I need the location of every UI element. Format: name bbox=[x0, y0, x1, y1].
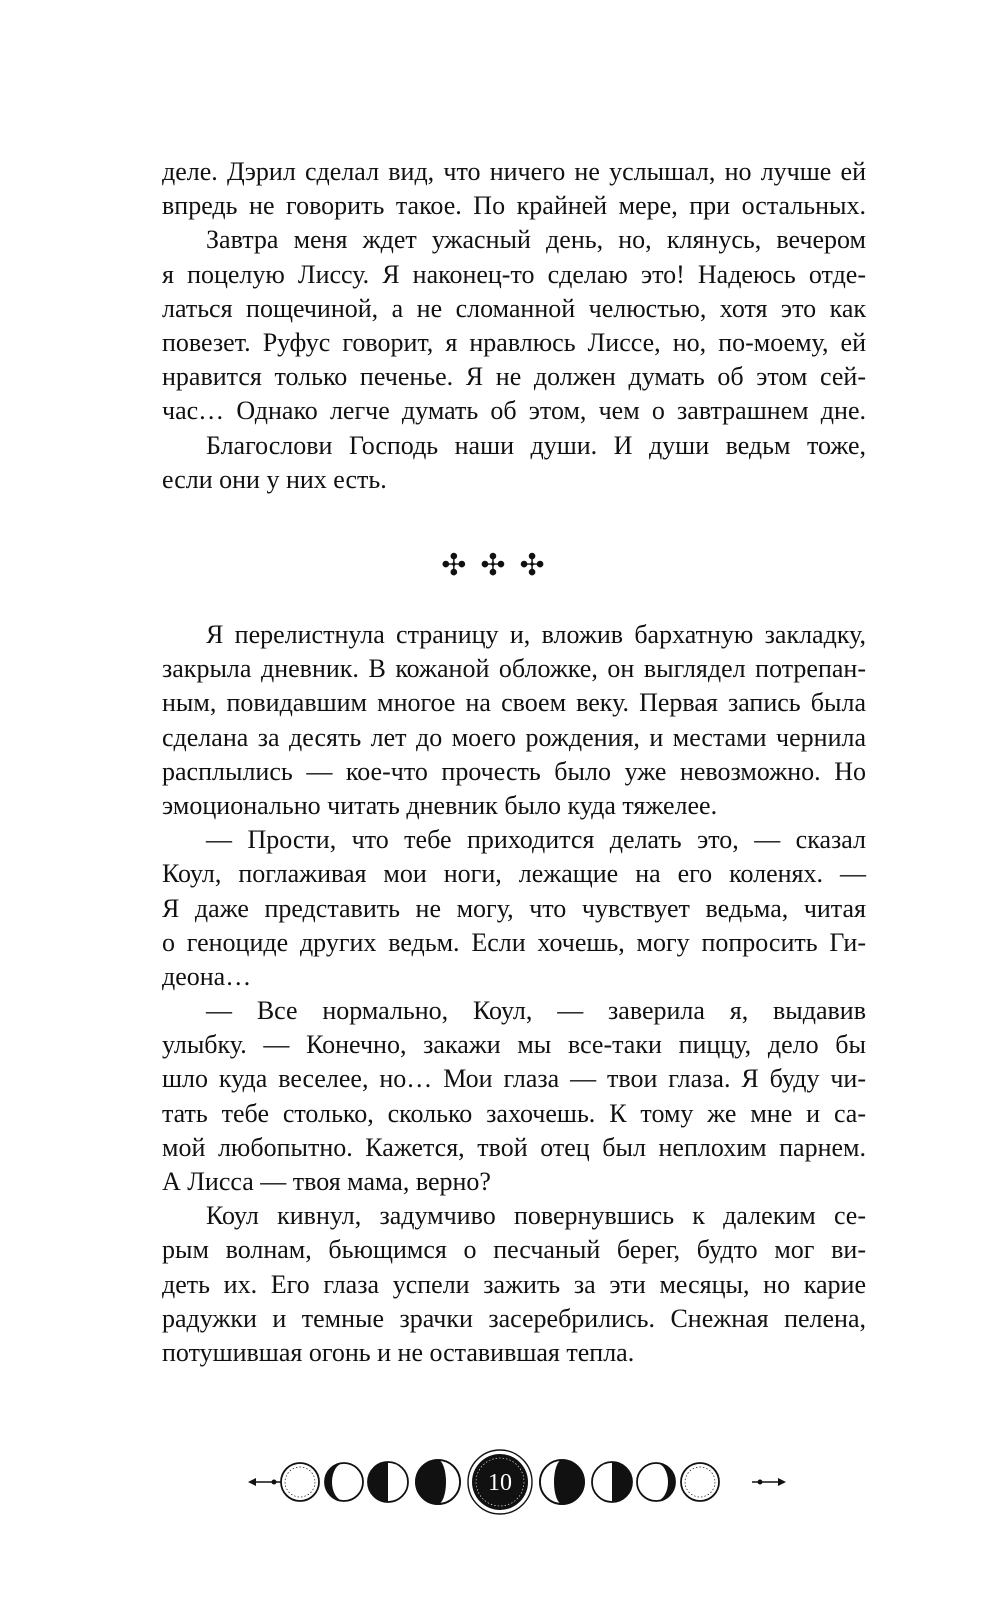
text-line: ным, повидавшим многое на своем веку. Первая запись была bbox=[162, 688, 866, 718]
text-line: сделана за десять лет до моего рождения, и местами чернила bbox=[162, 722, 866, 752]
moon-half-right-icon bbox=[592, 1462, 632, 1502]
text-line: деле. Дэрил сделал вид, что ничего не услышал, но лучше ей bbox=[162, 157, 866, 186]
page-number-badge bbox=[468, 1450, 532, 1514]
text-line: улыбку. — Конечно, закажи мы все-таки пиццу, дело бы bbox=[162, 1030, 866, 1060]
text-line: нравится только печенье. Я не должен думать об этом сей- bbox=[162, 362, 866, 392]
text-line: Благослови Господь наши души. И души ведьм тоже, bbox=[206, 430, 866, 460]
text-line: я поцелую Лиссу. Я наконец-то сделаю это! Надеюсь отде- bbox=[162, 259, 866, 289]
text-line: эмоционально читать дневник было куда тяжелее. bbox=[162, 790, 718, 820]
moon-phases-ornament bbox=[0, 1442, 1000, 1522]
text-block-bottom bbox=[162, 618, 866, 1370]
text-line: рым волнам, бьющимся о песчаный берег, будто мог ви- bbox=[162, 1235, 866, 1265]
text-line: деона… bbox=[162, 961, 252, 991]
text-line: повезет. Руфус говорит, я нравлюсь Лиссе, но, по-моему, ей bbox=[162, 327, 866, 357]
text-block-top bbox=[162, 155, 866, 497]
text-line: расплылись — кое-что прочесть было уже невозможно. Но bbox=[162, 756, 866, 786]
text-line: впредь не говорить такое. По крайней мере, при остальных. bbox=[162, 191, 866, 221]
text-line: латься пощечиной, а не сломанной челюстью, хотя это как bbox=[162, 293, 866, 323]
text-line: радужки и темные зрачки засеребрились. Снежная пелена, bbox=[162, 1303, 866, 1333]
section-separator: ✣✣✣ bbox=[441, 549, 559, 582]
text-line: о геноциде других ведьм. Если хочешь, могу попросить Ги- bbox=[162, 927, 866, 957]
text-line: — Прости, что тебе приходится делать это, — сказал bbox=[206, 825, 866, 855]
moon-gibbous-right-icon bbox=[540, 1460, 584, 1504]
text-line: шло куда веселее, но… Мои глаза — твои глаза. Я буду чи- bbox=[162, 1064, 866, 1094]
text-line: деть их. Его глаза успели зажить за эти месяцы, но карие bbox=[162, 1269, 866, 1299]
page-footer-ornament bbox=[0, 1442, 1000, 1522]
moon-crescent-left-icon bbox=[325, 1463, 363, 1501]
text-line: мой любопытно. Кажется, твой отец был неплохим парнем. bbox=[162, 1132, 866, 1162]
moon-full-right-icon bbox=[681, 1463, 719, 1501]
moon-gibbous-left-icon bbox=[416, 1460, 460, 1504]
text-line: тать тебе столько, сколько захочешь. К тому же мне и са- bbox=[162, 1098, 866, 1128]
text-line: Коул, поглаживая мои ноги, лежащие на его коленях. — bbox=[162, 859, 866, 889]
text-line: Коул кивнул, задумчиво повернувшись к далеким се- bbox=[206, 1201, 866, 1231]
text-line: потушившая огонь и не оставившая тепла. bbox=[162, 1337, 635, 1367]
left-arrow-icon bbox=[248, 1478, 282, 1486]
moon-half-left-icon bbox=[368, 1462, 408, 1502]
text-line: А Лисса — твоя мама, верно? bbox=[162, 1167, 491, 1196]
text-line: если они у них есть. bbox=[162, 464, 387, 494]
text-line: Я перелистнула страницу и, вложив бархатную закладку, bbox=[206, 620, 866, 649]
text-line: — Все нормально, Коул, — заверила я, выдавив bbox=[206, 996, 866, 1026]
text-line: закрыла дневник. В кожаной обложке, он выглядел потрепан- bbox=[162, 654, 866, 684]
moon-full-left-icon bbox=[281, 1463, 319, 1501]
text-line: час… Однако легче думать об этом, чем о завтрашнем дне. bbox=[162, 396, 866, 426]
text-line: Я даже представить не могу, что чувствует ведьма, читая bbox=[162, 893, 866, 923]
page-number: 10 bbox=[488, 1470, 512, 1496]
text-line: Завтра меня ждет ужасный день, но, клянусь, вечером bbox=[206, 225, 866, 255]
right-arrow-icon bbox=[752, 1478, 786, 1486]
moon-crescent-right-icon bbox=[637, 1463, 675, 1501]
